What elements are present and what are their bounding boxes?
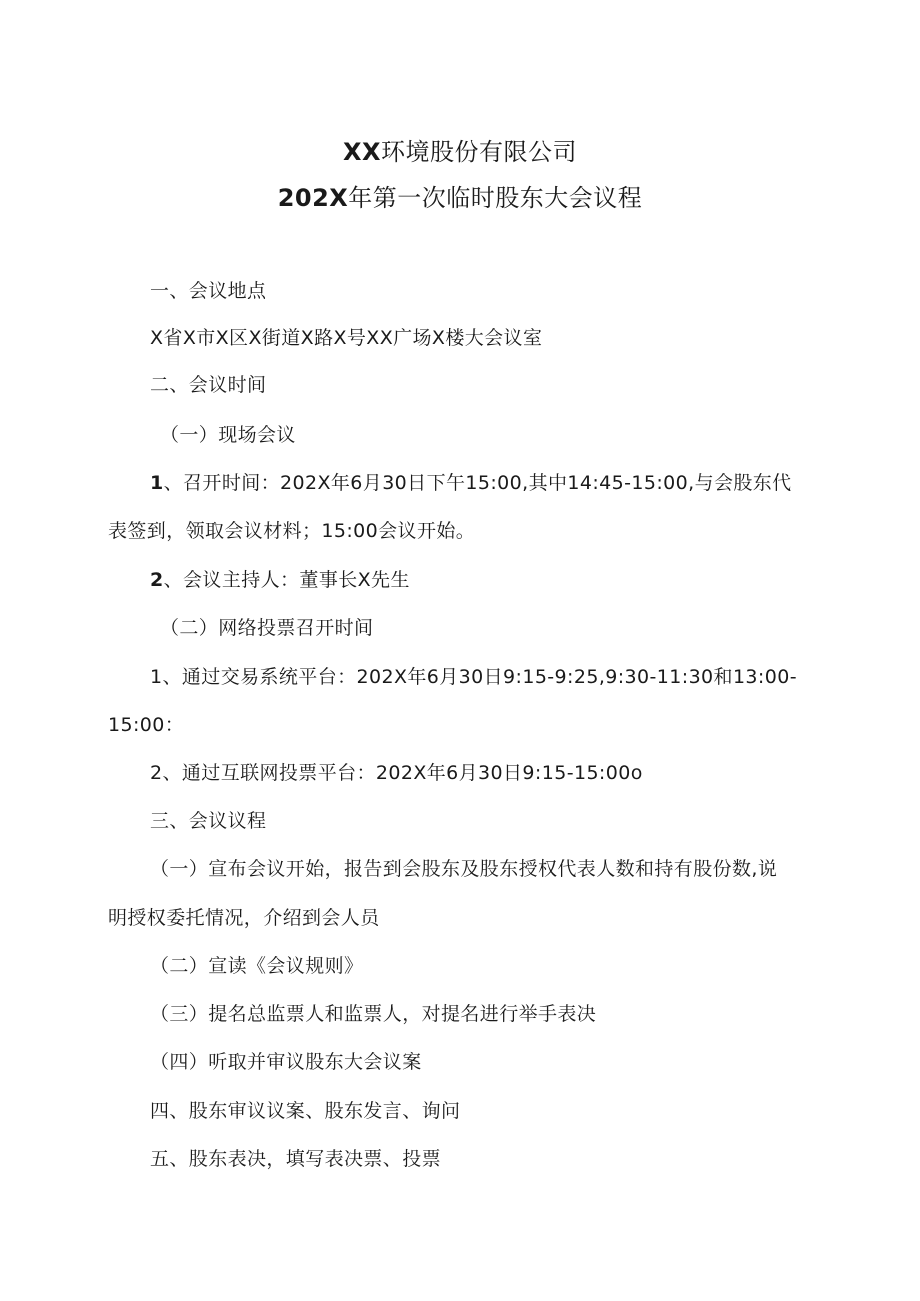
onsite-item-2-text: 、会议主持人：董事长X先生 — [163, 569, 410, 591]
onsite-item-1-number: 1 — [150, 472, 164, 494]
section-2-heading: 二、会议时间 — [150, 374, 267, 396]
section-5-heading: 五、股东表决，填写表决票、投票 — [150, 1148, 442, 1170]
agenda-item-3: （三）提名总监票人和监票人，对提名进行举手表决 — [150, 1003, 597, 1025]
company-title-bold: XX — [342, 138, 381, 166]
section-3-heading: 三、会议议程 — [150, 810, 267, 832]
agenda-item-2: （二）宣读《会议规则》 — [150, 955, 364, 977]
online-item-1-continued: 15:00： — [108, 714, 185, 736]
onsite-item-1 — [150, 470, 792, 496]
section-4-heading: 四、股东审议议案、股东发言、询问 — [150, 1100, 461, 1122]
onsite-meeting-subheading: （一）现场会议 — [160, 424, 296, 446]
company-title-rest: 环境股份有限公司 — [381, 138, 577, 166]
meeting-title-bold: 202X — [277, 184, 349, 212]
company-title — [0, 137, 920, 167]
meeting-title-rest: 年第一次临时股东大会议程 — [348, 184, 643, 212]
online-item-2: 2、通过互联网投票平台：202X年6月30日9:15-15:00o — [150, 762, 643, 784]
agenda-item-1-continued: 明授权委托情况，介绍到会人员 — [108, 907, 380, 929]
agenda-item-1: （一）宣布会议开始，报告到会股东及股东授权代表人数和持有股份数,说 — [150, 858, 778, 880]
onsite-item-1-text: 、召开时间：202X年6月30日下午15:00,其中14:45-15:00,与会股东代 — [163, 472, 792, 494]
agenda-item-4: （四）听取并审议股东大会议案 — [150, 1051, 422, 1073]
onsite-item-2 — [150, 567, 410, 593]
meeting-title — [0, 183, 920, 213]
section-1-heading: 一、会议地点 — [150, 280, 267, 302]
online-voting-subheading: （二）网络投票召开时间 — [160, 617, 374, 639]
onsite-item-1-continued: 表签到，领取会议材料；15:00会议开始。 — [108, 520, 476, 542]
onsite-item-2-number: 2 — [150, 569, 164, 591]
meeting-address: X省X市X区X街道X路X号XX广场X楼大会议室 — [150, 327, 543, 349]
online-item-1: 1、通过交易系统平台：202X年6月30日9:15-9:25,9:30-11:30和13:00- — [150, 666, 797, 688]
